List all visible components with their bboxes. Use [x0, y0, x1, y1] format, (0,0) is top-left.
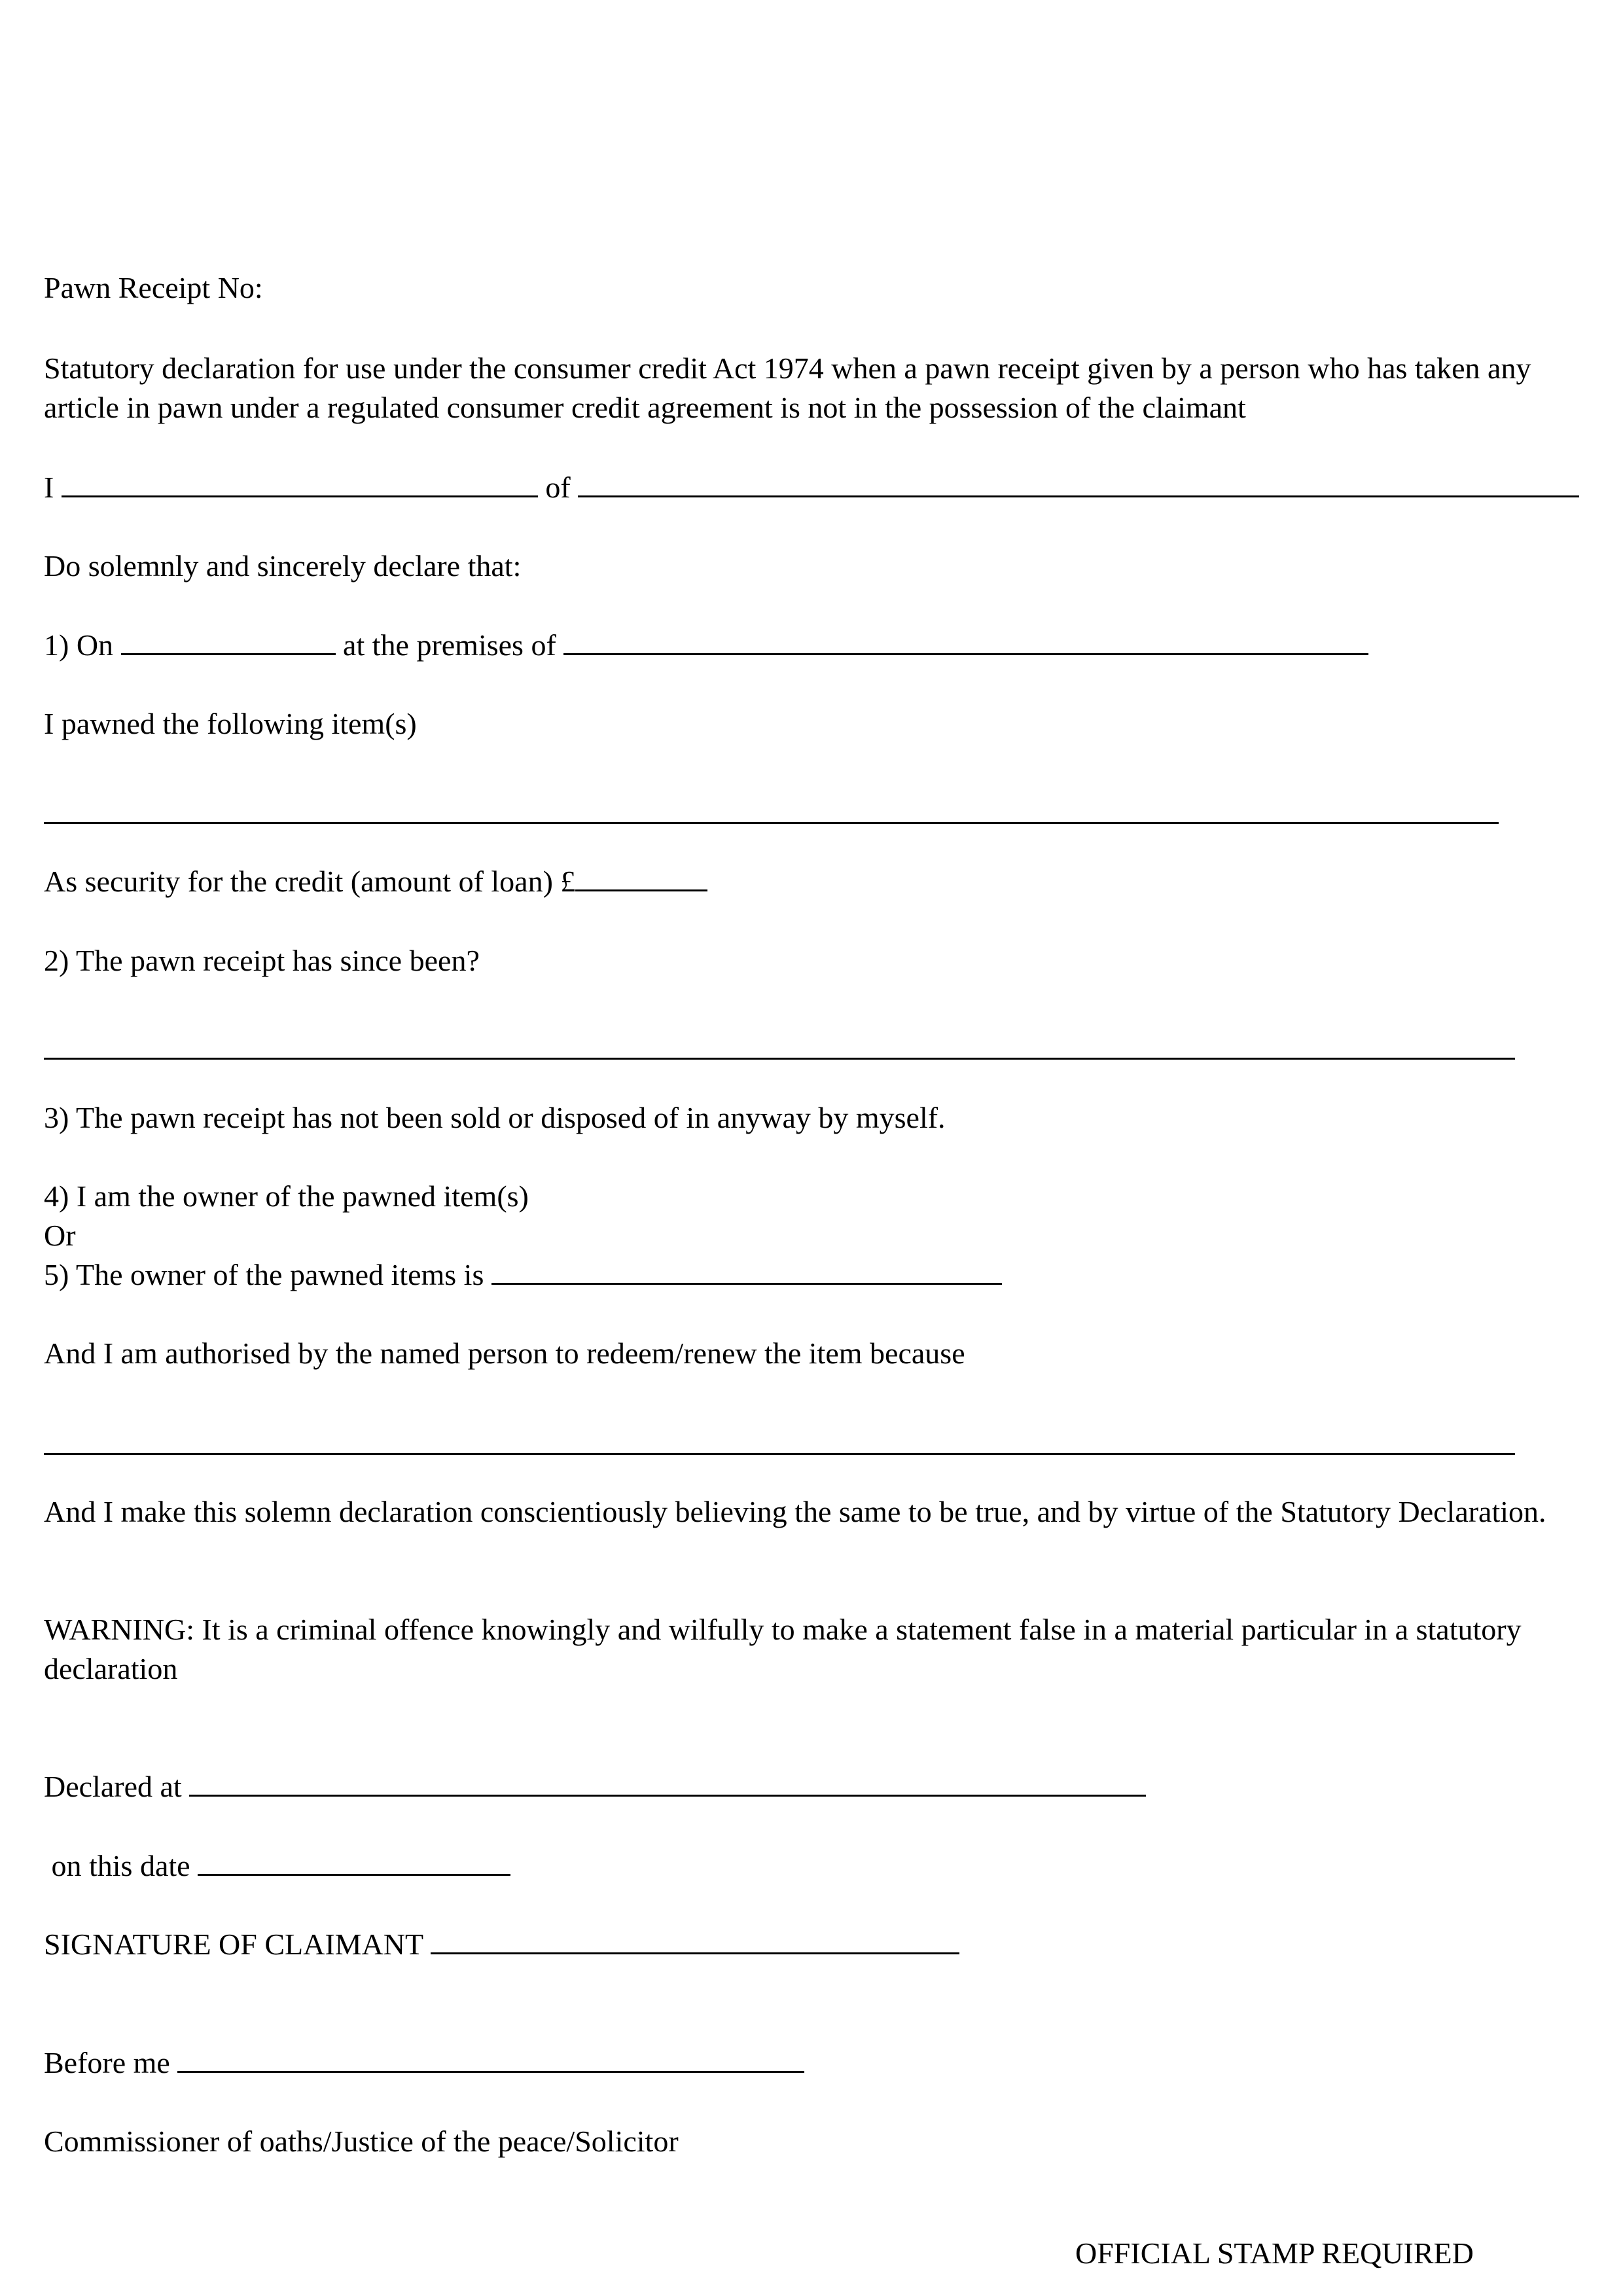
witness-name-field[interactable] [177, 2045, 804, 2073]
security-line [44, 862, 707, 901]
signature-label: SIGNATURE OF CLAIMANT [44, 1928, 423, 1961]
intro-paragraph: Statutory declaration for use under the consumer credit Act 1974 when a pawn receipt given by a person who has taken any article in pawn under a regulated consumer credit agreement is not in the possession of the claimant [44, 351, 1531, 424]
signature-field[interactable] [431, 1926, 959, 1954]
commissioner-text: Commissioner of oaths/Justice of the peace/Solicitor [44, 2125, 679, 2158]
security-label: As security for the credit (amount of loan) £ [44, 865, 576, 898]
on-date-line [44, 1846, 510, 1886]
declare-intro: Do solemnly and sincerely declare that: [44, 549, 522, 583]
item3-text: 3) The pawn receipt has not been sold or disposed of in anyway by myself. [44, 1101, 946, 1134]
item2-text: 2) The pawn receipt has since been? [44, 944, 480, 977]
declared-at-field[interactable] [189, 1768, 1146, 1797]
declared-at-label: Declared at [44, 1770, 182, 1803]
before-me-label: Before me [44, 2046, 170, 2079]
on-date-label: on this date [44, 1849, 190, 1882]
authorised-text: And I am authorised by the named person to redeem/renew the item because [44, 1336, 965, 1370]
pawned-items-field[interactable] [44, 822, 1499, 824]
item5-line [44, 1255, 1002, 1295]
or-text: Or [44, 1219, 76, 1252]
solemn-declaration-text: And I make this solemn declaration conscientiously believing the same to be true, and by virtue of the Statutory Declaration. [44, 1495, 1546, 1528]
authorisation-reason-field[interactable] [44, 1453, 1515, 1455]
of-label: of [545, 471, 571, 504]
claimant-name-field[interactable] [62, 469, 538, 497]
declaration-date-field[interactable] [198, 1848, 510, 1876]
claimant-address-field[interactable] [578, 469, 1579, 497]
item1-prefix: 1) On [44, 628, 114, 662]
receipt-no-label: Pawn Receipt No: [44, 271, 263, 304]
declared-at-line [44, 1767, 1146, 1806]
premises-label: at the premises of [343, 628, 556, 662]
item5-prefix: 5) The owner of the pawned items is [44, 1258, 484, 1291]
signature-line [44, 1925, 959, 1964]
receipt-status-field[interactable] [44, 1058, 1515, 1060]
claimant-line [44, 468, 1579, 507]
name-prefix: I [44, 471, 54, 504]
loan-amount-field[interactable] [575, 863, 707, 891]
item4-text: 4) I am the owner of the pawned item(s) [44, 1179, 529, 1213]
before-me-line [44, 2043, 804, 2083]
owner-name-field[interactable] [491, 1257, 1002, 1285]
pawned-items-label: I pawned the following item(s) [44, 707, 417, 740]
official-stamp-note: OFFICIAL STAMP REQUIRED [1075, 2236, 1474, 2270]
pawn-date-field[interactable] [121, 627, 336, 655]
item1-line [44, 626, 1368, 665]
premises-field[interactable] [563, 627, 1368, 655]
warning-text: WARNING: It is a criminal offence knowingly and wilfully to make a statement false in a material particular in a statutory declaration [44, 1613, 1522, 1685]
